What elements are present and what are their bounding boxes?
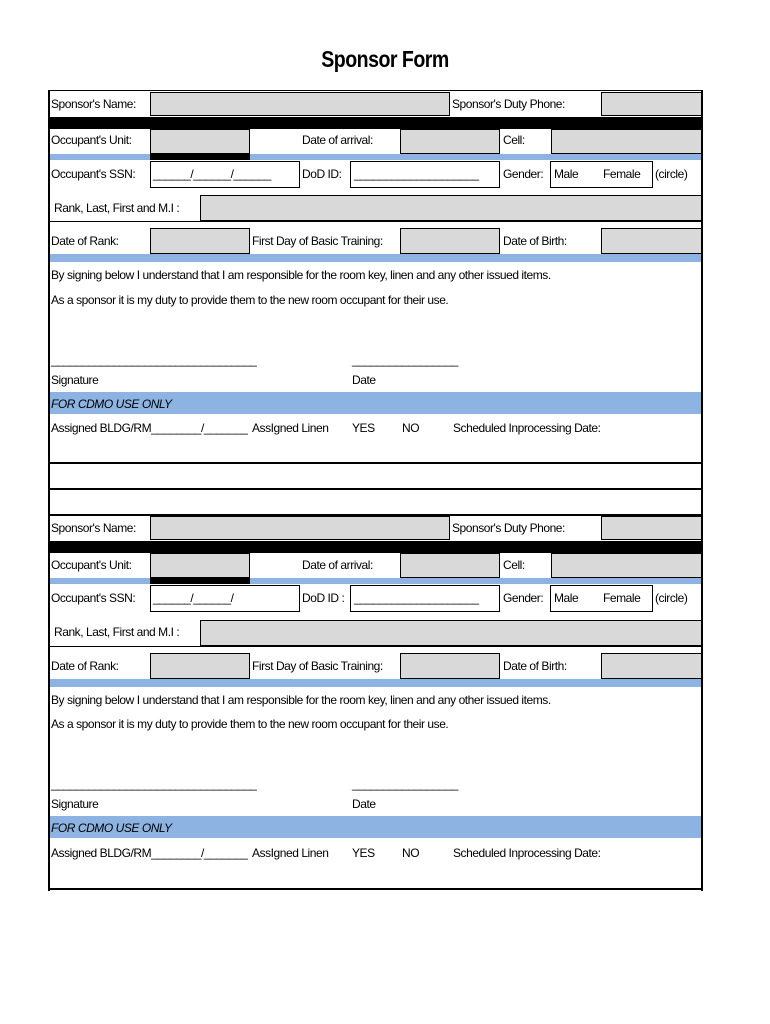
date-of-arrival-label: Date of arrival: [302, 133, 373, 147]
date-line[interactable]: _________________ [352, 777, 458, 791]
signature-line[interactable]: _________________________________ [51, 777, 257, 791]
linen-no-option[interactable]: NO [402, 421, 420, 435]
occupant-ssn-label: Occupant's SSN: [51, 591, 136, 605]
sponsor-duty-phone-label: Sponsor's Duty Phone: [452, 521, 565, 535]
circle-note: (circle) [655, 591, 688, 605]
cdmo-only-label: FOR CDMO USE ONLY [51, 397, 172, 411]
sponsor-name-field[interactable] [150, 516, 450, 540]
date-of-rank-label: Date of Rank: [51, 659, 119, 673]
statement-line-2: As a sponsor it is my duty to provide them to the new room occupant for their use. [51, 717, 449, 731]
date-of-birth-label: Date of Birth: [503, 234, 567, 248]
black-separator [50, 541, 701, 553]
sponsor-name-label: Sponsor's Name: [51, 97, 136, 111]
assigned-linen-label: AssIgned Linen [252, 421, 329, 435]
page-title: Sponsor Form [321, 46, 449, 72]
cell-label: Cell: [503, 558, 525, 572]
black-separator [50, 117, 701, 128]
date-of-rank-label: Date of Rank: [51, 234, 119, 248]
sponsor-name-label: Sponsor's Name: [51, 521, 136, 535]
occupant-unit-field[interactable] [150, 553, 250, 578]
date-label: Date [352, 373, 376, 387]
first-day-basic-label: First Day of Basic Training: [252, 659, 383, 673]
date-of-rank-field[interactable] [150, 653, 250, 679]
linen-yes-option[interactable]: YES [352, 421, 375, 435]
assigned-linen-label: AssIgned Linen [252, 846, 329, 860]
statement-line-2: As a sponsor it is my duty to provide them to the new room occupant for their use. [51, 293, 449, 307]
assigned-bldg-label: Assigned BLDG/RM________/_______ [51, 846, 248, 860]
scheduled-inprocessing-label: Scheduled Inprocessing Date: [453, 846, 601, 860]
occupant-ssn-label: Occupant's SSN: [51, 167, 136, 181]
date-of-arrival-label: Date of arrival: [302, 558, 373, 572]
rank-name-field[interactable] [200, 620, 702, 646]
date-of-rank-field[interactable] [150, 228, 250, 254]
dod-blank: ____________________ [354, 167, 479, 181]
spacer-left-border [48, 464, 50, 516]
black-band [150, 578, 250, 584]
occupant-unit-label: Occupant's Unit: [51, 133, 132, 147]
date-of-arrival-field[interactable] [400, 129, 500, 154]
assigned-bldg-label: Assigned BLDG/RM________/_______ [51, 421, 248, 435]
form2-bottom-border [48, 888, 703, 890]
cdmo-only-label: FOR CDMO USE ONLY [51, 821, 172, 835]
gender-male-option[interactable]: Male [554, 591, 579, 605]
row-divider [50, 221, 701, 222]
sponsor-duty-phone-field[interactable] [601, 92, 702, 116]
rank-name-label: Rank, Last, First and M.I : [54, 625, 180, 639]
cell-field[interactable] [551, 553, 702, 578]
first-day-basic-field[interactable] [400, 228, 500, 254]
blue-band [250, 154, 701, 160]
gender-label: Gender: [503, 167, 544, 181]
dod-blank: ____________________ [354, 591, 479, 605]
gender-label: Gender: [503, 591, 544, 605]
date-of-arrival-field[interactable] [400, 553, 500, 578]
date-of-birth-field[interactable] [601, 653, 702, 679]
cell-field[interactable] [551, 129, 702, 154]
blue-band [50, 578, 150, 584]
blue-band [50, 679, 701, 687]
linen-yes-option[interactable]: YES [352, 846, 375, 860]
signature-label: Signature [51, 373, 99, 387]
date-label: Date [352, 797, 376, 811]
blue-band [250, 578, 701, 584]
dod-id-label: DoD ID: [302, 167, 342, 181]
occupant-unit-label: Occupant's Unit: [51, 558, 132, 572]
rank-name-field[interactable] [200, 195, 702, 221]
spacer-divider [48, 488, 703, 490]
form1-top-border [48, 90, 703, 91]
sponsor-duty-phone-field[interactable] [601, 516, 702, 540]
signature-label: Signature [51, 797, 99, 811]
ssn-blank: ______/______/______ [153, 167, 271, 181]
gender-male-option[interactable]: Male [554, 167, 579, 181]
scheduled-inprocessing-label: Scheduled Inprocessing Date: [453, 421, 601, 435]
occupant-unit-field[interactable] [150, 129, 250, 154]
gender-female-option[interactable]: Female [603, 167, 641, 181]
rank-name-label: Rank, Last, First and M.I : [54, 201, 180, 215]
statement-line-1: By signing below I understand that I am responsible for the room key, linen and any other issued items. [51, 268, 551, 282]
first-day-basic-label: First Day of Basic Training: [252, 234, 383, 248]
date-of-birth-label: Date of Birth: [503, 659, 567, 673]
first-day-basic-field[interactable] [400, 653, 500, 679]
dod-id-label: DoD ID : [302, 591, 345, 605]
gender-female-option[interactable]: Female [603, 591, 641, 605]
circle-note: (circle) [655, 167, 688, 181]
blue-band [50, 254, 701, 262]
sponsor-name-field[interactable] [150, 92, 450, 116]
ssn-blank: ______/______/ [153, 591, 234, 605]
statement-line-1: By signing below I understand that I am responsible for the room key, linen and any other issued items. [51, 693, 551, 707]
cell-label: Cell: [503, 133, 525, 147]
form1-bottom-border [48, 462, 703, 464]
spacer-right-border [701, 464, 703, 516]
signature-line[interactable]: _________________________________ [51, 353, 257, 367]
sponsor-duty-phone-label: Sponsor's Duty Phone: [452, 97, 565, 111]
row-divider [50, 646, 701, 647]
date-of-birth-field[interactable] [601, 228, 702, 254]
date-line[interactable]: _________________ [352, 353, 458, 367]
black-band [150, 154, 250, 160]
linen-no-option[interactable]: NO [402, 846, 420, 860]
blue-band [50, 154, 150, 160]
